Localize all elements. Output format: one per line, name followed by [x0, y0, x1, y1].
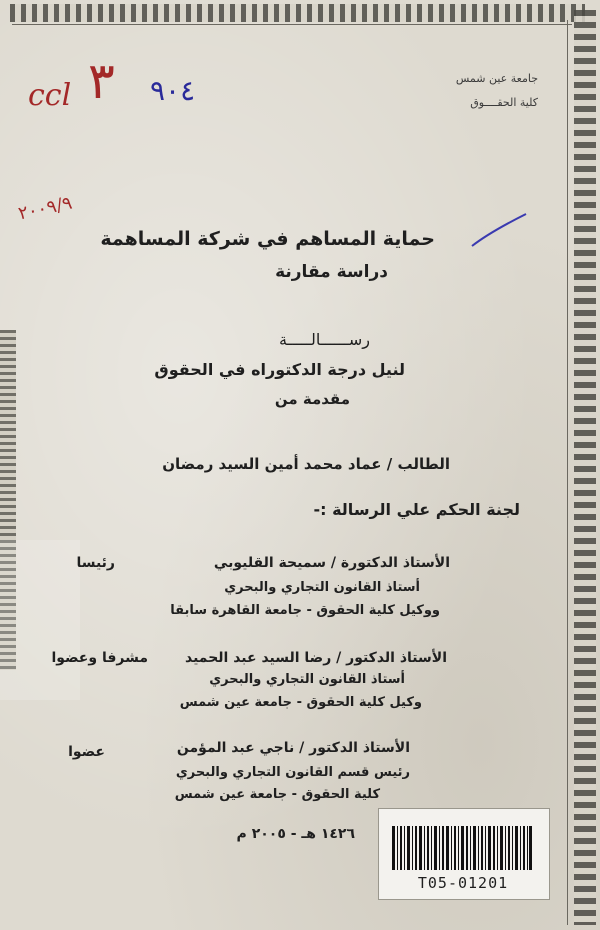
presented-by-line: مقدمة من [274, 390, 350, 408]
committee-member-role: رئيسا [76, 555, 115, 571]
student-line: الطالب / عماد محمد أمين السيد رمضان [162, 455, 450, 473]
committee-heading: لجنة الحكم علي الرسالة :- [313, 500, 520, 519]
committee-member-name: الأستاذ الدكتورة / سميحة القليوبي [213, 555, 450, 571]
handwritten-blue-number: ٩٠٤ [150, 74, 196, 107]
torn-paper-area [0, 540, 80, 700]
thesis-label: رســــــالـــــة [278, 330, 370, 349]
decorative-border-top [10, 4, 585, 22]
handwritten-date-mark: ٢٠٠٩/٩ [16, 192, 74, 225]
thesis-date: ١٤٢٦ هـ - ٢٠٠٥ م [236, 826, 355, 842]
handwritten-red-number: ccl [28, 78, 72, 113]
committee-member-detail: كلية الحقوق - جامعة عين شمس [174, 787, 380, 802]
frame-line-top [12, 24, 572, 25]
committee-member-name: الأستاذ الدكتور / ناجي عبد المؤمن [176, 740, 410, 756]
committee-member-detail: رئيس قسم القانون التجاري والبحري [175, 765, 410, 780]
thesis-title: حماية المساهم في شركة المساهمة [100, 228, 435, 250]
degree-line: لنيل درجة الدكتوراه في الحقوق [154, 360, 405, 379]
committee-member-detail: وكيل كلية الحقوق - جامعة عين شمس [179, 695, 422, 710]
handwritten-pen-stroke [470, 210, 530, 250]
handwritten-red-mark: ٣ [88, 52, 115, 110]
committee-member-role: عضوا [68, 744, 105, 760]
committee-member-detail: أستاذ القانون التجاري والبحري [209, 672, 405, 687]
faculty-name: كلية الحقــــوق [470, 96, 538, 109]
committee-member-name: الأستاذ الدكتور / رضا السيد عبد الحميد [185, 650, 447, 666]
frame-line-right [567, 20, 568, 925]
barcode-code: T05-01201 [417, 874, 509, 892]
thesis-subtitle: دراسة مقارنة [275, 262, 388, 282]
decorative-border-right [574, 10, 596, 925]
committee-member-role: مشرفا وعضوا [51, 650, 148, 666]
committee-member-detail: ووكيل كلية الحقوق - جامعة القاهرة سابقا [170, 603, 440, 618]
committee-member-detail: أستاذ القانون التجاري والبحري [224, 580, 420, 595]
university-name: جامعة عين شمس [455, 72, 538, 85]
barcode-icon [392, 826, 532, 870]
